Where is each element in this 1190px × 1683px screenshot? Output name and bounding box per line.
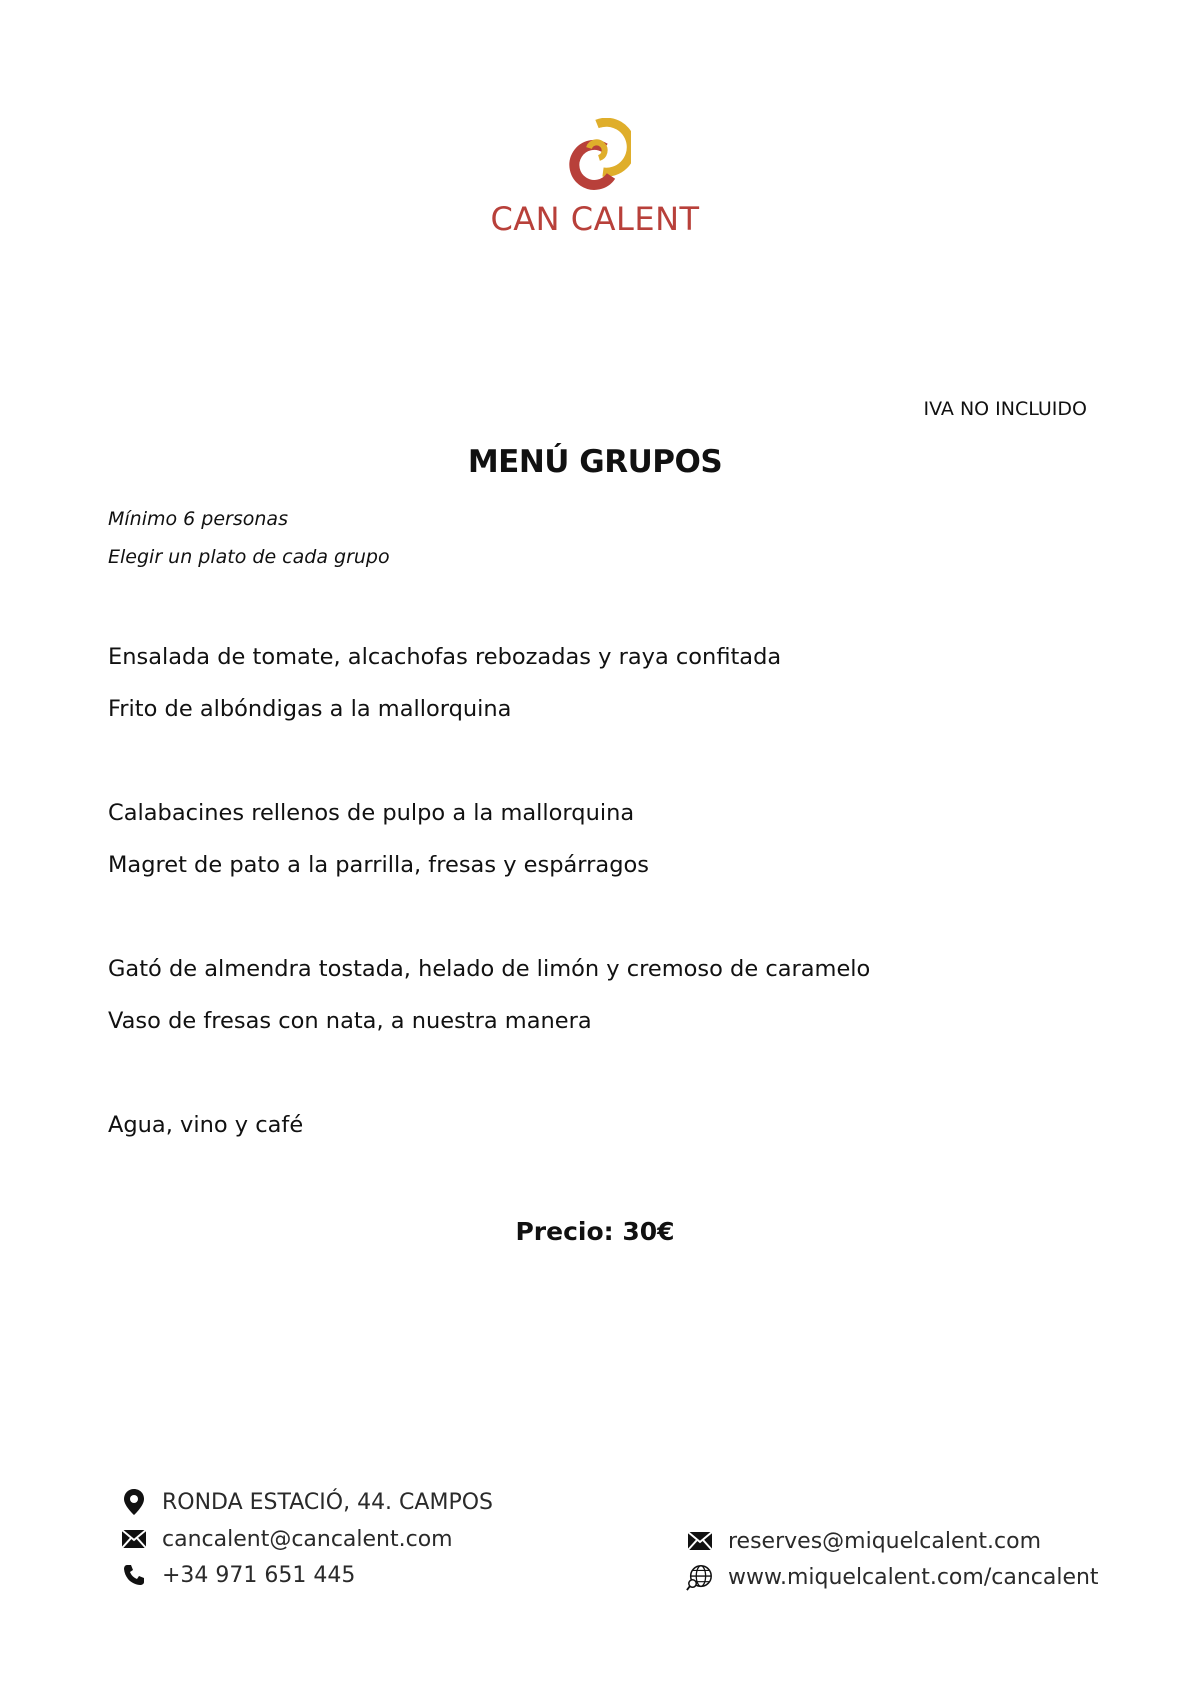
note-minimum: Mínimo 6 personas: [108, 508, 288, 530]
dish-starter-1: Ensalada de tomate, alcachofas rebozadas y raya confitada: [108, 644, 782, 670]
drinks: Agua, vino y café: [108, 1112, 304, 1138]
address-text: RONDA ESTACIÓ, 44. CAMPOS: [162, 1489, 493, 1515]
tax-note: IVA NO INCLUIDO: [923, 398, 1087, 420]
note-choose: Elegir un plato de cada grupo: [108, 546, 390, 568]
footer-phone: [120, 1561, 355, 1589]
phone-text[interactable]: +34 971 651 445: [162, 1562, 356, 1588]
footer-address: [120, 1488, 493, 1516]
email-link[interactable]: cancalent@cancalent.com: [162, 1526, 453, 1552]
logo-mark-icon: [559, 118, 631, 194]
footer-reservations: [686, 1527, 1041, 1555]
price: Precio: 30€: [515, 1217, 675, 1246]
logo: [0, 118, 1190, 238]
dish-dessert-2: Vaso de fresas con nata, a nuestra manera: [108, 1008, 592, 1034]
dish-dessert-1: Gató de almendra tostada, helado de limón y cremoso de caramelo: [108, 956, 871, 982]
brand-name: CAN CALENT: [490, 200, 700, 238]
phone-icon: [120, 1561, 148, 1589]
dish-main-2: Magret de pato a la parrilla, fresas y espárragos: [108, 852, 649, 878]
envelope-icon: [120, 1525, 148, 1553]
footer-website: [686, 1563, 1099, 1591]
globe-icon: [686, 1563, 714, 1591]
dish-starter-2: Frito de albóndigas a la mallorquina: [108, 696, 512, 722]
envelope-icon: [686, 1527, 714, 1555]
website-link[interactable]: www.miquelcalent.com/cancalent: [728, 1564, 1099, 1590]
reservations-email-link[interactable]: reserves@miquelcalent.com: [728, 1528, 1042, 1554]
footer-email: [120, 1525, 453, 1553]
location-pin-icon: [120, 1488, 148, 1516]
page-title: MENÚ GRUPOS: [467, 444, 723, 480]
dish-main-1: Calabacines rellenos de pulpo a la mallorquina: [108, 800, 635, 826]
